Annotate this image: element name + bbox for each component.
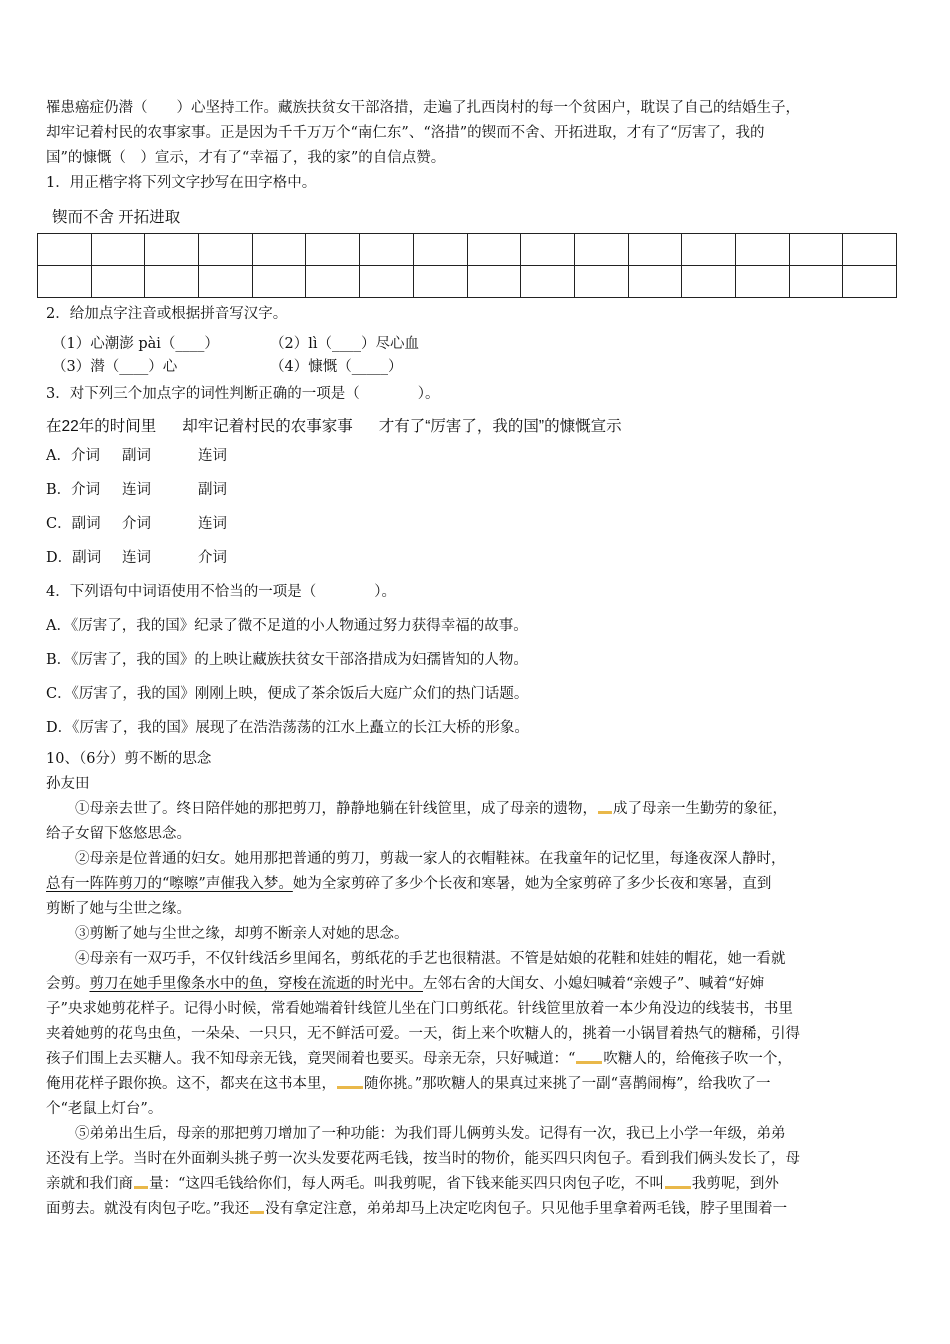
intro-line-1: 罹患癌症仍潜（ ）心坚持工作。藏族扶贫女干部洛措，走遍了扎西岗村的每一个贫困户，耽误了自己的结婚生子， — [46, 100, 800, 116]
para-5-line-1: ⑤弟弟出生后，母亲的那把剪刀增加了一种功能：为我们哥儿俩剪头发。记得有一次，我已上小学一年级，弟弟 — [75, 1126, 786, 1142]
text-run: 她为全家剪碎了多少个长夜和寒暑，她为全家剪碎了多少长夜和寒暑，直到 — [292, 876, 772, 892]
q3-sentence-3: 才有了“厉害了，我的国”的慷慨宣示 — [378, 418, 622, 435]
q3-option-c[interactable] — [46, 507, 906, 541]
article-body — [46, 797, 906, 1222]
grid-cell[interactable] — [574, 234, 628, 266]
grid-cell[interactable] — [91, 234, 145, 266]
grid-cell[interactable] — [306, 234, 360, 266]
grid-cell[interactable] — [413, 234, 467, 266]
option-word: 连词 — [122, 482, 151, 498]
grid-cell[interactable] — [735, 266, 789, 298]
q4-option-b[interactable]: B．《厉害了，我的国》的上映让藏族扶贫女干部洛措成为妇孺皆知的人物。 — [46, 652, 528, 668]
option-word: 连词 — [198, 516, 227, 532]
para-2-line-2 — [46, 872, 906, 897]
grid-cell[interactable] — [628, 266, 682, 298]
para-4-line-4: 夹着她剪的花鸟虫鱼，一朵朵、一只只，无不鲜活可爱。一天，街上来个吹糖人的，挑着一小锅冒着热气的糖稀，引得 — [46, 1026, 800, 1042]
option-word: 副词 — [198, 482, 227, 498]
para-4-line-7: 个“老鼠上灯台”。 — [46, 1101, 163, 1117]
q4-option-d[interactable]: D．《厉害了，我的国》展现了在浩浩荡荡的江水上矗立的长江大桥的形象。 — [46, 720, 529, 736]
para-4-line-3: 子”央求她剪花样子。记得小时候，常看她端着针线笸儿坐在门口剪纸花。针线笸里放着一本少角没边的线装书，书里 — [46, 1001, 793, 1017]
option-word: 连词 — [122, 550, 151, 566]
grid-cell[interactable] — [843, 266, 897, 298]
text-run: 孩子们围上去买糖人。我不知母亲无钱，竟哭闹着也要买。母亲无奈，只好喊道：“ — [46, 1051, 576, 1067]
grid-cell[interactable] — [360, 234, 414, 266]
grid-cell[interactable] — [145, 234, 199, 266]
grid-cell[interactable] — [199, 266, 253, 298]
grid-cell[interactable] — [521, 266, 575, 298]
para-3: ③剪断了她与尘世之缘，却剪不断亲人对她的思念。 — [75, 926, 409, 942]
q2-item-1: （1）心潮澎 pài（____） — [52, 336, 219, 352]
option-word: 连词 — [198, 448, 227, 464]
grid-cell[interactable] — [306, 266, 360, 298]
grid-cell[interactable] — [252, 234, 306, 266]
para-2-line-1: ②母亲是位普通的妇女。她用那把普通的剪刀，剪裁一家人的衣帽鞋袜。在我童年的记忆里，每逢夜深人静时， — [75, 851, 786, 867]
question-10-title: 10、（6分）剪不断的思念 — [46, 751, 212, 767]
grid-cell[interactable] — [38, 234, 92, 266]
grid-cell[interactable] — [682, 234, 736, 266]
question-2-row-1 — [46, 332, 906, 357]
question-1-title: 1．用正楷字将下列文字抄写在田字格中。 — [46, 175, 317, 191]
grid-cell[interactable] — [252, 266, 306, 298]
option-word: 介词 — [122, 516, 151, 532]
grid-cell[interactable] — [145, 266, 199, 298]
option-label: A．介词 — [46, 448, 100, 464]
question-3-options — [46, 439, 906, 575]
grid-cell[interactable] — [38, 266, 92, 298]
grid-cell[interactable] — [628, 234, 682, 266]
blank-highlight[interactable] — [598, 811, 612, 814]
underlined-sentence: 剪刀在她手里像条水中的鱼，穿梭在流逝的时光中。 — [89, 976, 423, 992]
blank-highlight[interactable] — [250, 1211, 264, 1214]
grid-cell[interactable] — [574, 266, 628, 298]
option-label: C．副词 — [46, 516, 101, 532]
q3-option-a[interactable] — [46, 439, 906, 473]
text-run: 成了母亲一生勤劳的象征， — [613, 801, 787, 817]
para-4-line-5 — [46, 1047, 906, 1072]
para-4-line-6 — [46, 1072, 906, 1097]
text-run: 面剪去。就没有肉包子吃。”我还 — [46, 1201, 250, 1217]
q2-item-4: （4）慷慨（_____） — [270, 359, 403, 375]
q3-sentence-1: 在22年的时间里 — [46, 418, 157, 435]
para-4-line-2 — [46, 972, 906, 997]
grid-cell[interactable] — [467, 234, 521, 266]
text-run: 吹糖人的，给俺孩子吹一个， — [603, 1051, 792, 1067]
grid-cell[interactable] — [467, 266, 521, 298]
option-label: D．副词 — [46, 550, 102, 566]
q3-option-d[interactable] — [46, 541, 906, 575]
option-label: B．介词 — [46, 482, 101, 498]
para-1-line-2: 给子女留下悠悠思念。 — [46, 826, 191, 842]
question-3-title: 3．对下列三个加点字的词性判断正确的一项是（ ）。 — [46, 386, 440, 402]
text-run: 量：“这四毛钱给你们，每人两毛。叫我剪呢，省下钱来能买四只肉包子吃，不叫 — [149, 1176, 664, 1192]
grid-row — [38, 266, 897, 298]
grid-cell[interactable] — [360, 266, 414, 298]
grid-cell[interactable] — [91, 266, 145, 298]
text-run: ①母亲去世了。终日陪伴她的那把剪刀，静静地躺在针线笸里，成了母亲的遗物， — [75, 801, 597, 817]
para-2-line-3: 剪断了她与尘世之缘。 — [46, 901, 191, 917]
text-run: 没有拿定注意，弟弟却马上决定吃肉包子。只见他手里拿着两毛钱，脖子里围着一 — [265, 1201, 788, 1217]
grid-cell[interactable] — [199, 234, 253, 266]
tianzige-grid — [37, 233, 897, 298]
blank-highlight[interactable] — [665, 1186, 691, 1189]
text-run: 随你挑。”那吹糖人的果真过来挑了一副“喜鹊闹梅”，给我吹了一 — [364, 1076, 771, 1092]
question-2-row-2 — [46, 355, 906, 380]
q2-item-3: （3）潜（____）心 — [52, 359, 178, 375]
para-5-line-3 — [46, 1172, 906, 1197]
text-run: 我剪呢，到外 — [691, 1176, 779, 1192]
option-word: 副词 — [122, 448, 151, 464]
para-4-line-1: ④母亲有一双巧手，不仅针线活乡里闻名，剪纸花的手艺也很精湛。不管是姑娘的花鞋和娃娃的帽花，她一看就 — [75, 951, 786, 967]
text-run: 左邻右舍的大闺女、小媳妇喊着“亲嫂子”、喊着“好婶 — [423, 976, 765, 992]
question-3-sentences — [46, 414, 906, 439]
q3-option-b[interactable] — [46, 473, 906, 507]
blank-highlight[interactable] — [576, 1061, 602, 1064]
para-5-line-4 — [46, 1197, 906, 1222]
document-page — [46, 96, 906, 1222]
intro-line-2: 却牢记着村民的农事家事。正是因为千千万万个“南仁东”、“洛措”的锲而不舍、开拓进取，才有了“厉害了，我的 — [46, 125, 765, 141]
q3-sentence-2: 却牢记着村民的农事家事 — [182, 418, 353, 435]
question-2-title: 2．给加点字注音或根据拼音写汉字。 — [46, 306, 288, 322]
text-run: 俺用花样子跟你换。这不，都夹在这书本里， — [46, 1076, 336, 1092]
grid-row — [38, 234, 897, 266]
blank-highlight[interactable] — [134, 1186, 148, 1189]
para-5-line-2: 还没有上学。当时在外面剃头挑子剪一次头发要花两毛钱，按当时的物价，能买四只肉包子。看到我们俩头发长了，母 — [46, 1151, 800, 1167]
copy-text: 锲而不舍 开拓进取 — [52, 209, 181, 226]
option-word: 介词 — [198, 550, 227, 566]
question-4-title: 4．下列语句中词语使用不恰当的一项是（ ）。 — [46, 584, 396, 600]
blank-highlight[interactable] — [337, 1086, 363, 1089]
para-1-line-1 — [46, 797, 906, 822]
grid-cell[interactable] — [789, 266, 843, 298]
underlined-sentence: 总有一阵阵剪刀的“嚓嚓”声催我入梦。 — [46, 876, 293, 892]
q4-option-c[interactable]: C．《厉害了，我的国》刚刚上映，便成了茶余饭后大庭广众们的热门话题。 — [46, 686, 529, 702]
q2-item-2: （2）lì（____）尽心血 — [270, 336, 419, 352]
article-author: 孙友田 — [46, 776, 90, 792]
text-run: 会剪。 — [46, 976, 90, 992]
q4-option-a[interactable]: A．《厉害了，我的国》纪录了微不足道的小人物通过努力获得幸福的故事。 — [46, 618, 528, 634]
grid-cell[interactable] — [843, 234, 897, 266]
grid-cell[interactable] — [413, 266, 467, 298]
grid-cell[interactable] — [789, 234, 843, 266]
grid-cell[interactable] — [521, 234, 575, 266]
intro-line-3: 国”的慷慨（ ）宣示，才有了“幸福了，我的家”的自信点赞。 — [46, 150, 446, 166]
grid-cell[interactable] — [735, 234, 789, 266]
grid-cell[interactable] — [682, 266, 736, 298]
text-run: 亲就和我们商 — [46, 1176, 133, 1192]
